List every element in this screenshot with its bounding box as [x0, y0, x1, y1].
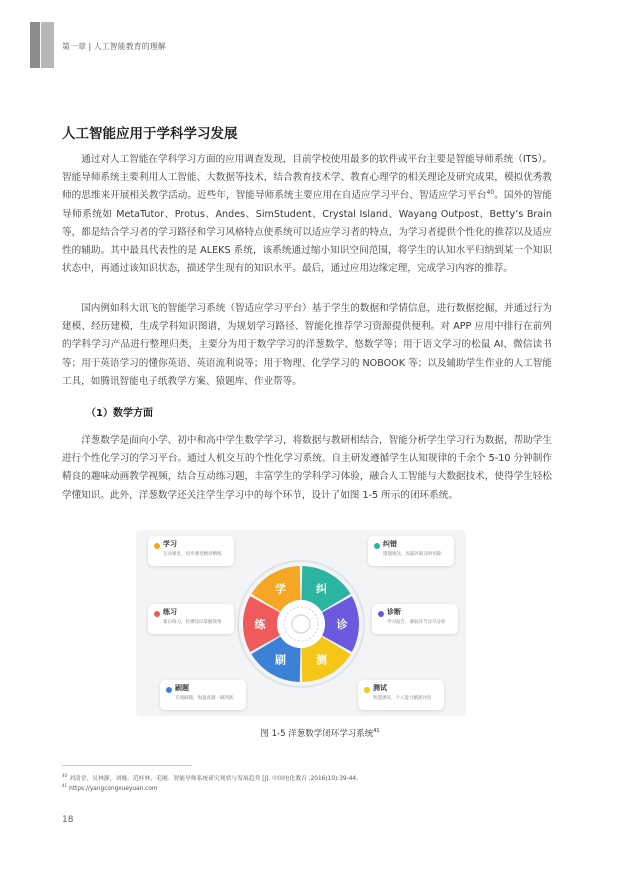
card-correct-title: 纠错 [383, 540, 397, 548]
card-practice-title: 练习 [163, 608, 177, 616]
page-number: 18 [62, 815, 74, 825]
card-learn [148, 536, 234, 566]
header-decoration-light [41, 22, 54, 68]
paragraph-its [62, 151, 552, 278]
header-decoration-dark [30, 22, 40, 68]
footnote-divider [62, 765, 192, 766]
card-drill [160, 680, 246, 710]
card-practice-dot [154, 611, 160, 617]
card-drill-title: 刷题 [175, 684, 189, 692]
learning-loop-wheel [236, 559, 366, 689]
figure-caption-text: 图 1-5 洋葱数学闭环学习系统 [260, 729, 374, 739]
card-diagnose [372, 604, 458, 634]
figure-caption [0, 727, 640, 739]
paragraph-its-part2: 。国外的智能导师系统如 MetaTutor、Protus、Andes、SimStudent、Crystal Island、Wayang Outpost、Betty’s Brain 等，都是结合学习者的学习路径和学习风格特点使系统可以适应学习者的特点，为学习者提供个性化的推荐以及适应性的辅助。其中最具代表性的是 ALEKS 系统，该系统通过缩小知识空间范围，将学生的认知水平归纳到某一个知识状态中，再通过该知识状态，描述学生现有的知识水平。最后，通过应用边缘定理，完成学习内容的推荐。 [62, 190, 553, 275]
wheel-label-0: 学 [275, 582, 286, 596]
card-test [358, 680, 444, 710]
section-title: 人工智能应用于学科学习发展 [62, 126, 238, 142]
paragraph-its-part1: 通过对人工智能在学科学习方面的应用调查发现，目前学校使用最多的软件或平台主要是智能导师系统（ITS）。智能导师系统主要利用人工智能、大数据等技术，结合教育技术学、教育心理学的相关理论及研究成果，模拟优秀教师的思维来开展相关教学活动。近些年，智能导师系统主要应用在自适应学习平台、智适应学习平台 [62, 154, 552, 202]
card-correct-sub: 错题推送，查漏补缺及时消除 [383, 552, 442, 557]
chapter-header: 第一章 | 人工智能教育的理解 [62, 42, 166, 51]
footnote-ref-40[interactable]: 40 [486, 189, 495, 197]
card-diagnose-dot [378, 611, 384, 617]
paragraph-domestic: 国内例如科大讯飞的智能学习系统（智适应学习平台）基于学生的数据和学情信息，进行数据挖掘，并通过行为建模、经历建模，生成学科知识图谱，为规划学习路径、智能化推荐学习资源提供便利。对 APP 应用中排行在前列的学科学习产品进行整理归类，主要分为用于数学学习的洋葱数学、悠数学等；用于语文学习的松鼠 AI、微信读书等；用于英语学习的懂你英语、英语流利说等；用于物理、化学学习的 NOBOOK 等；以及辅助学生作业的人工智能工具，如腾讯智能电子纸教学方案、猿题库、作业帮等。 [62, 303, 552, 387]
footnote-40-number: 40 [62, 773, 68, 779]
footnote-41 [62, 783, 158, 792]
card-drill-dot [166, 687, 172, 693]
footnote-40 [62, 773, 358, 782]
wheel-label-2: 诊 [336, 618, 348, 631]
subheading-math: （1）数学方面 [86, 408, 153, 419]
card-diagnose-title: 诊断 [387, 608, 401, 616]
card-drill-sub: 专项刷题，海量真题一刷到底 [175, 696, 234, 701]
card-test-title: 测试 [373, 684, 387, 692]
card-learn-title: 学习 [163, 540, 177, 548]
card-correct [368, 536, 454, 566]
wheel-label-5: 练 [254, 618, 266, 631]
paragraph-yangcong: 洋葱数学是面向小学、初中和高中学生数学学习，将数据与教研相结合，智能分析学生学习行为数据，帮助学生进行个性化学习的学习平台。通过人机交互的个性化学习系统、自主研发遵循学生认知规律的千余个 5-10 分钟制作精良的趣味动画教学视频，结合互动练习题，丰富学生的学科学习体验，融合人工智能与大数据技术，使得学生轻松学懂知识。此外，洋葱数学还关注学生学习中的每个环节，设计了如图 1-5 所示的闭环系统。 [62, 435, 552, 501]
card-learn-sub: 互动课堂、同步课堂精讲精练 [163, 552, 222, 557]
card-learn-dot [154, 543, 160, 549]
card-correct-dot [374, 543, 380, 549]
footnote-41-number: 41 [62, 783, 68, 789]
closed-loop-figure [136, 530, 466, 716]
card-diagnose-sub: 学习报告，薄弱环节详尽分析 [387, 620, 446, 625]
wheel-label-1: 纠 [316, 582, 327, 596]
card-test-sub: 智能测试，个人能力精准评估 [373, 696, 432, 701]
wheel-label-4: 刷 [275, 653, 286, 667]
footnote-40-text: 刘清堂，吴林静，刘嫚，范桂林，毛刚．智能导师系统研究现状与发展趋势 [J]. 中国电化教育 ,2016(10):39-44. [69, 776, 358, 782]
card-practice-sub: 课后练习，检测知识掌握效果 [163, 620, 222, 625]
card-practice [148, 604, 234, 634]
footnote-ref-41[interactable]: 41 [373, 728, 380, 735]
wheel-label-3: 测 [316, 653, 327, 667]
footnote-41-link[interactable]: https://yangcongxueyuan.com [69, 786, 158, 792]
